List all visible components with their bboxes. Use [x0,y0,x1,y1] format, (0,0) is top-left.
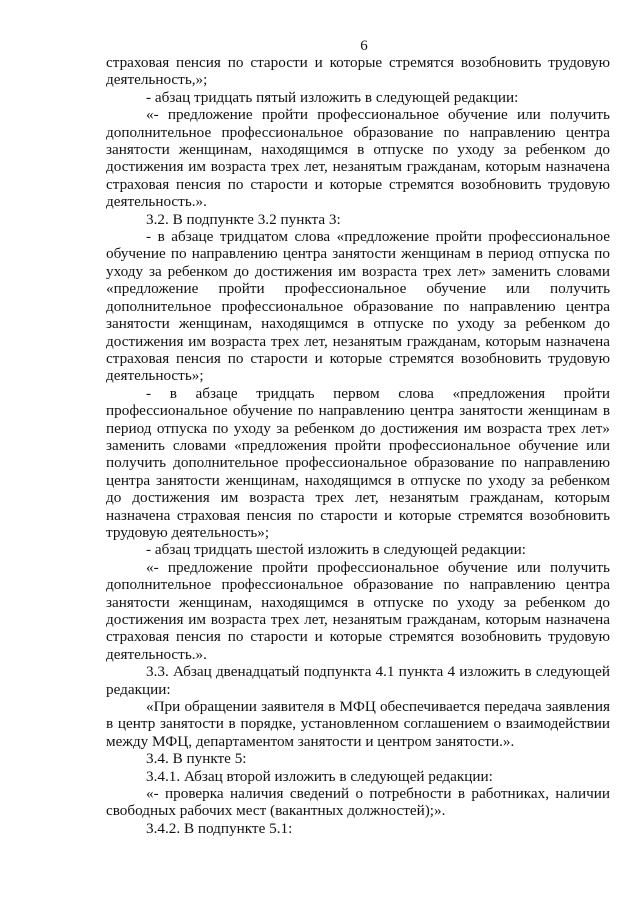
paragraph: - абзац тридцать шестой изложить в следующей редакции: [146,541,526,559]
paragraph: 3.3. Абзац двенадцатый подпункта 4.1 пункта 4 изложить в следующей редакции: [106,663,610,698]
paragraph: 3.4.2. В подпункте 5.1: [146,819,293,837]
paragraph: - абзац тридцать пятый изложить в следующей редакции: [146,88,519,106]
page-number: 6 [360,38,368,54]
paragraph: «При обращении заявителя в МФЦ обеспечивается передача заявления в центр занятости в порядке, установленном соглашением о взаимодействии между МФЦ, департаментом занятости и центром занятости.». [106,698,610,750]
document-body [106,54,610,837]
paragraph: - в абзаце тридцатом слова «предложение пройти профессиональное обучение по направлению центра занятости женщинам в период отпуска по уходу за ребенком до достижения им возраста трех лет» заменить словами «предложение пройти профессиональное обучение или получить дополнительное профессиональное образование по направлению центра занятости женщинам, находящимся в отпуске по уходу за ребенком до достижения им возраста трех лет, незанятым гражданам, которым назначена страховая пенсия по старости и которые стремятся возобновить трудовую деятельность»; [106,228,610,385]
paragraph: страховая пенсия по старости и которые стремятся возобновить трудовую деятельность,»; [106,54,610,89]
paragraph: - в абзаце тридцать первом слова «предложения пройти профессиональное обучение по направлению центра занятости женщинам в период отпуска по уходу за ребенком до достижения им возраста трех лет» заменить словами «предложения пройти профессиональное обучение или получить дополнительное профессиональное образование по направлению центра занятости женщинам, находящимся в отпуске по уходу за ребенком до достижения им возраста трех лет, незанятым гражданам, которым назначена страховая пенсия по старости и которые стремятся возобновить трудовую деятельность»; [106,384,610,541]
paragraph: 3.4.1. Абзац второй изложить в следующей редакции: [146,767,493,785]
paragraph: 3.2. В подпункте 3.2 пункта 3: [146,210,341,228]
paragraph: 3.4. В пункте 5: [146,750,247,768]
paragraph: «- предложение пройти профессиональное обучение или получить дополнительное профессиональное образование по направлению центра занятости женщинам, находящимся в отпуске по уходу за ребенком до достижения им возраста трех лет, незанятым гражданам, которым назначена страховая пенсия по старости и которые стремятся возобновить трудовую деятельность.». [106,106,610,211]
paragraph: «- проверка наличия сведений о потребности в работниках, наличии свободных рабочих мест (вакантных должностей);». [106,785,610,820]
paragraph: «- предложение пройти профессиональное обучение или получить дополнительное профессиональное образование по направлению центра занятости женщинам, находящимся в отпуске по уходу за ребенком до достижения им возраста трех лет, незанятым гражданам, которым назначена страховая пенсия по старости и которые стремятся возобновить трудовую деятельность.». [106,558,610,663]
